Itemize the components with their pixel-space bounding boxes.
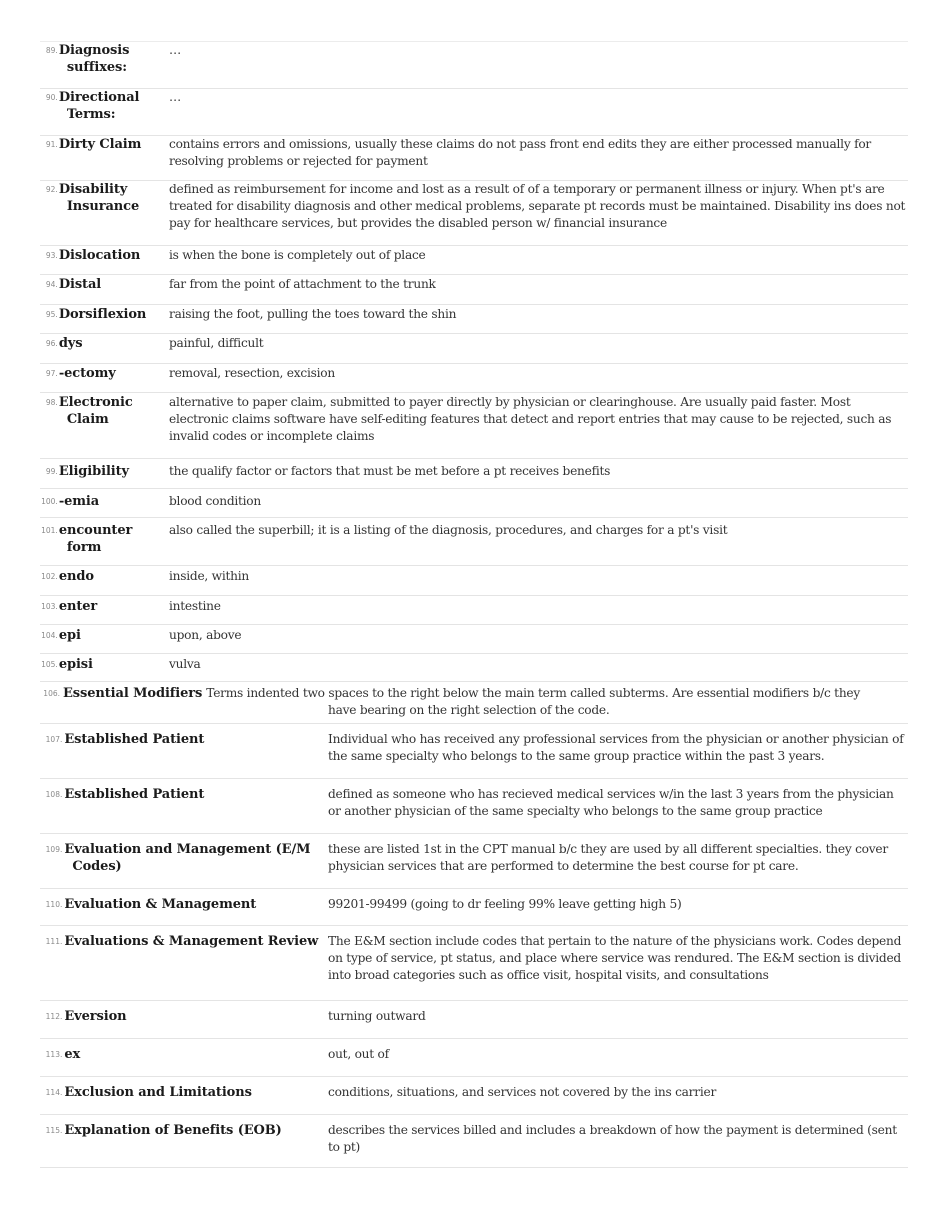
- term: Diagnosis suffixes:: [58, 43, 130, 75]
- item-number: 97.: [45, 369, 58, 378]
- list-item: [40, 181, 908, 246]
- term: Eligibility: [58, 464, 129, 479]
- definition: conditions, situations, and services not covered by the ins carrier: [328, 1085, 717, 1099]
- item-number: 91.: [45, 140, 58, 149]
- list-item: [40, 489, 908, 518]
- list-item: [40, 834, 908, 889]
- list-item: [40, 1077, 908, 1115]
- definition: alternative to paper claim, submitted to payer directly by physician or clearinghouse. Are usually paid faster. Most electronic claims software have self-editing features that detect and report entries that may cause to be rejected, such as invalid codes or incomplete claims: [169, 395, 892, 443]
- list-item: [40, 275, 908, 305]
- list-item: [40, 89, 908, 136]
- item-number: 89.: [45, 46, 58, 55]
- definition: Terms indented two spaces to the right below the main term called subterms. Are essential modifiers b/c they: [206, 686, 861, 700]
- term: Electronic Claim: [58, 395, 133, 427]
- list-item: [40, 364, 908, 393]
- definition: raising the foot, pulling the toes toward the shin: [169, 307, 457, 321]
- item-number: 108.: [45, 790, 63, 799]
- term: Distal: [58, 277, 102, 292]
- item-number: 107.: [45, 735, 63, 744]
- list-item: [40, 889, 908, 926]
- term: Evaluation & Management: [64, 897, 257, 912]
- definition: turning outward: [328, 1009, 426, 1023]
- item-number: 100.: [41, 497, 58, 506]
- list-item: [40, 1039, 908, 1077]
- term: Evaluations & Management Review: [64, 934, 319, 949]
- item-number: 99.: [45, 467, 58, 476]
- definition: inside, within: [169, 569, 249, 583]
- item-number: 102.: [41, 572, 58, 581]
- item-number: 112.: [45, 1012, 63, 1021]
- list-item: [40, 42, 908, 89]
- definition: painful, difficult: [169, 336, 264, 350]
- list-item: [40, 334, 908, 364]
- list-item: [40, 459, 908, 489]
- item-number: 90.: [45, 93, 58, 102]
- list-item: [40, 1115, 908, 1168]
- term: encounter form: [58, 523, 133, 555]
- list-item: [40, 926, 908, 1001]
- definition: defined as someone who has recieved medical services w/in the last 3 years from the physician or another physician of the same specialty who belongs to the same group practice: [328, 787, 894, 818]
- definition: these are listed 1st in the CPT manual b/c they are used by all different specialties. they cover physician services that are performed to determine the best course for pt care.: [328, 842, 888, 873]
- term: Explanation of Benefits (EOB): [64, 1123, 282, 1138]
- list-item: [40, 724, 908, 779]
- item-number: 113.: [45, 1050, 63, 1059]
- term: Dislocation: [58, 248, 141, 263]
- term: episi: [58, 657, 93, 672]
- term: enter: [58, 599, 98, 614]
- item-number: 105.: [41, 660, 58, 669]
- definition: the qualify factor or factors that must be met before a pt receives benefits: [169, 464, 611, 478]
- definition: removal, resection, excision: [169, 366, 335, 380]
- definition: 99201-99499 (going to dr feeling 99% leave getting high 5): [328, 897, 682, 911]
- term: Evaluation and Management (E/M Codes): [64, 842, 311, 874]
- term: epi: [58, 628, 81, 643]
- definition: describes the services billed and includes a breakdown of how the payment is determined (sent to pt): [328, 1123, 897, 1154]
- definition: blood condition: [169, 494, 261, 508]
- term: Established Patient: [64, 732, 205, 747]
- term: endo: [58, 569, 94, 584]
- item-number: 114.: [45, 1088, 63, 1097]
- term: -emia: [58, 494, 100, 509]
- definition: defined as reimbursement for income and lost as a result of of a temporary or permanent illness or injury. When pt's are treated for disability diagnosis and other medical problems, separate pt records must be maintained. Disability ins does not pay for healthcare services, but provides the disabled person w/ financial insurance: [169, 182, 906, 230]
- item-number: 104.: [41, 631, 58, 640]
- definition: out, out of: [328, 1047, 389, 1061]
- list-item: [40, 625, 908, 654]
- definition: vulva: [169, 657, 201, 671]
- list-item: [40, 246, 908, 275]
- definition: …: [169, 43, 181, 57]
- item-number: 109.: [45, 845, 63, 854]
- list-item: [40, 566, 908, 596]
- term: Established Patient: [64, 787, 205, 802]
- list-item: [40, 654, 908, 682]
- definition: also called the superbill; it is a listing of the diagnosis, procedures, and charges for a pt's visit: [169, 523, 728, 537]
- term: Dirty Claim: [58, 137, 142, 152]
- item-number: 96.: [45, 339, 58, 348]
- item-number: 98.: [45, 398, 58, 407]
- item-number: 92.: [45, 185, 58, 194]
- definition-continuation: have bearing on the right selection of the code.: [328, 703, 610, 717]
- list-item: [40, 682, 908, 724]
- list-item: [40, 305, 908, 334]
- item-number: 115.: [45, 1126, 63, 1135]
- glossary-list: [40, 41, 908, 1168]
- definition: is when the bone is completely out of place: [169, 248, 426, 262]
- term: Eversion: [64, 1009, 127, 1024]
- list-item: [40, 779, 908, 834]
- item-number: 110.: [45, 900, 63, 909]
- term: Dorsiflexion: [58, 307, 147, 322]
- definition: far from the point of attachment to the trunk: [169, 277, 436, 291]
- definition: contains errors and omissions, usually these claims do not pass front end edits they are either processed manually for resolving problems or rejected for payment: [169, 137, 872, 168]
- term: dys: [58, 336, 83, 351]
- definition: upon, above: [169, 628, 242, 642]
- term: -ectomy: [58, 366, 116, 381]
- definition: …: [169, 90, 181, 104]
- item-number: 106.: [43, 689, 60, 698]
- term: Directional Terms:: [58, 90, 140, 122]
- term: ex: [64, 1047, 81, 1062]
- term: Essential Modifiers: [63, 686, 203, 701]
- list-item: [40, 596, 908, 625]
- item-number: 95.: [45, 310, 58, 319]
- item-number: 103.: [41, 602, 58, 611]
- list-item: [40, 136, 908, 181]
- definition: The E&M section include codes that pertain to the nature of the physicians work. Codes depend on type of service, pt status, and place where service was rendured. The E&M section is divided into broad categories such as office visit, hospital visits, and consultations: [328, 934, 902, 982]
- list-item: [40, 518, 908, 566]
- definition: intestine: [169, 599, 221, 613]
- definition: Individual who has received any professional services from the physician or another physician of the same specialty who belongs to the same group practice within the past 3 years.: [328, 732, 904, 763]
- list-item: [40, 393, 908, 459]
- item-number: 93.: [45, 251, 58, 260]
- term: Disability Insurance: [58, 182, 140, 214]
- list-item: [40, 1001, 908, 1039]
- item-number: 94.: [45, 280, 58, 289]
- item-number: 101.: [41, 526, 58, 535]
- item-number: 111.: [45, 937, 63, 946]
- term: Exclusion and Limitations: [64, 1085, 252, 1100]
